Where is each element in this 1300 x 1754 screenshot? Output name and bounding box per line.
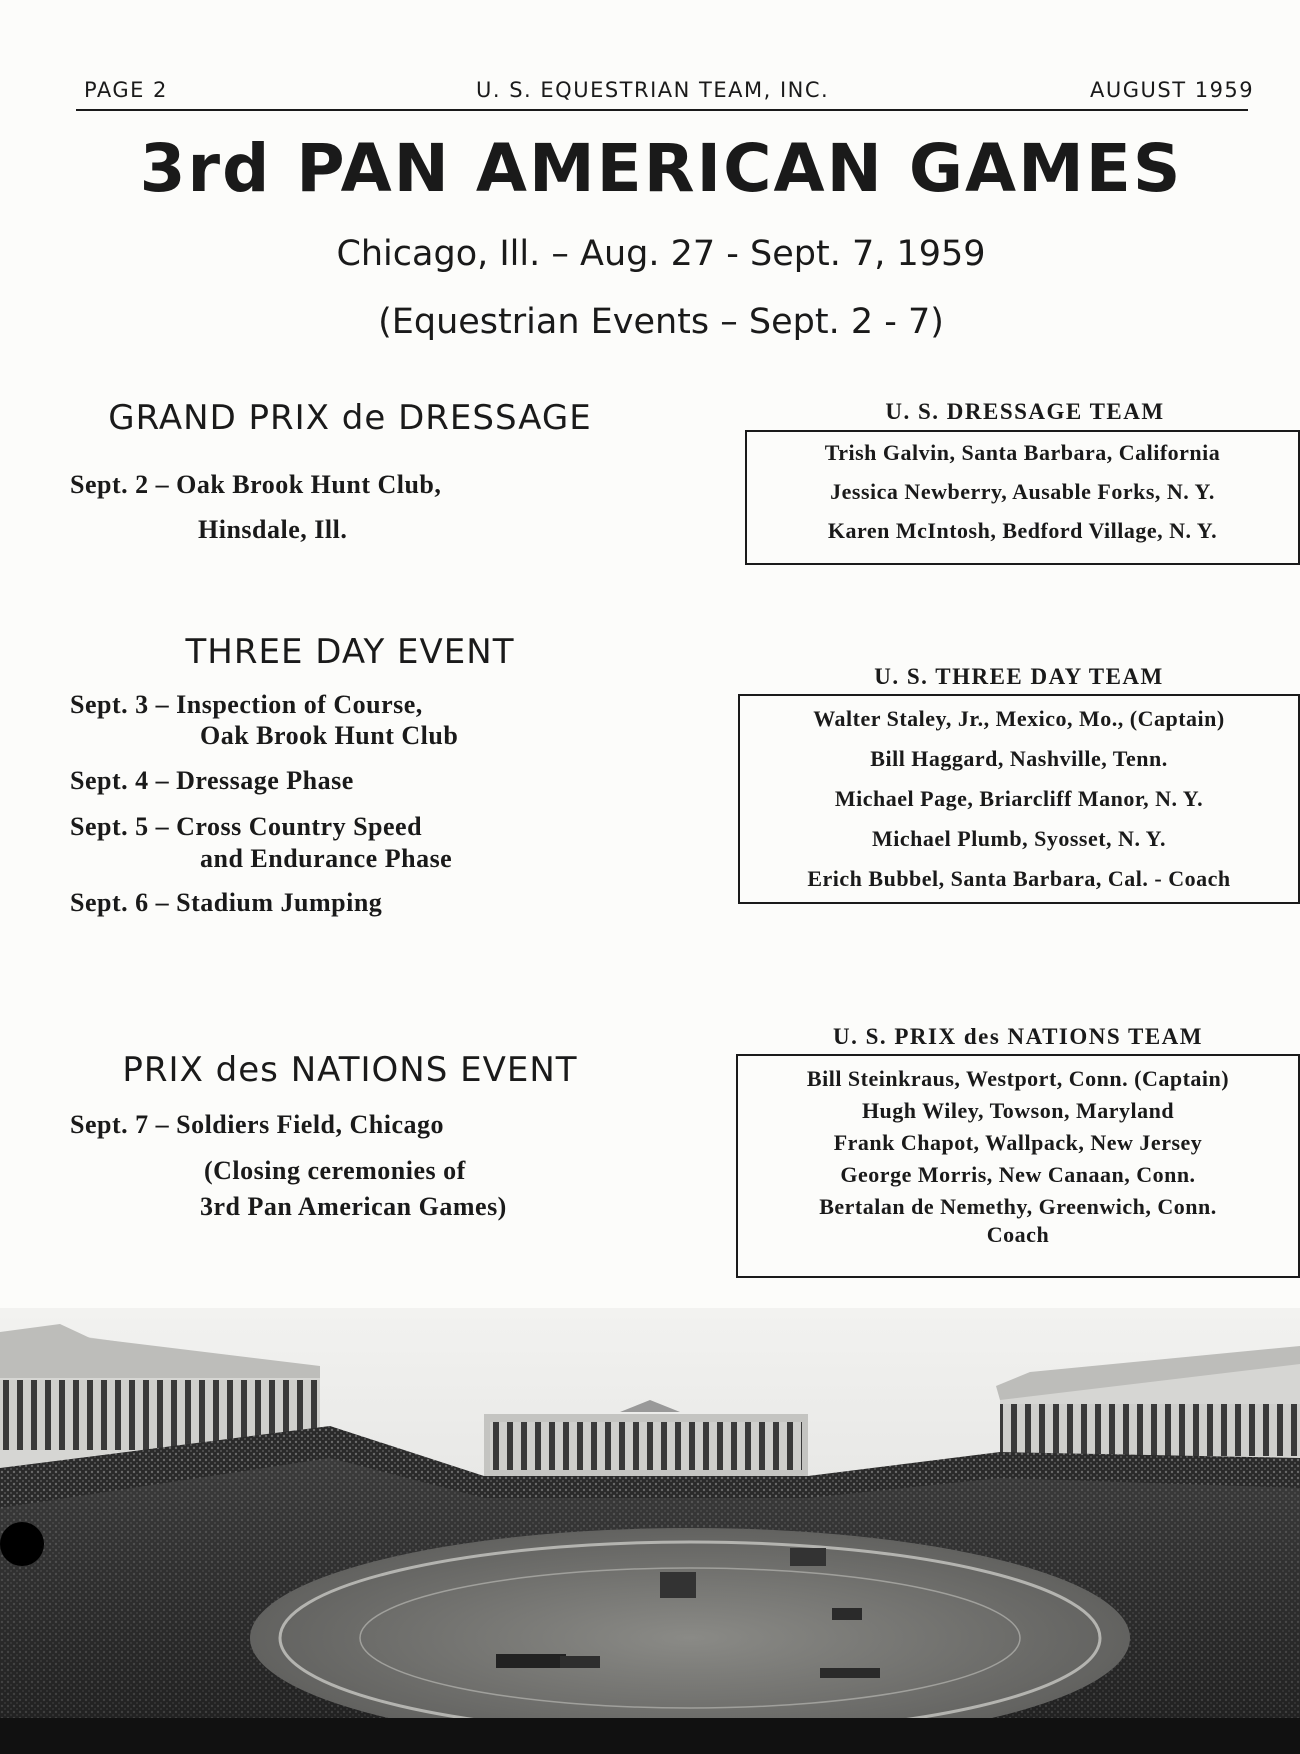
team-member: Bill Haggard, Nashville, Tenn. [870, 746, 1168, 771]
publisher-name: U. S. EQUESTRIAN TEAM, INC. [476, 78, 830, 102]
page-title: 3rd PAN AMERICAN GAMES [139, 130, 1183, 207]
team-member: Coach [986, 1222, 1050, 1247]
nations-schedule-line: (Closing ceremonies of [204, 1156, 466, 1185]
nations-team-heading: U. S. PRIX des NATIONS TEAM [832, 1024, 1203, 1049]
three-day-heading: THREE DAY EVENT [185, 632, 515, 672]
dressage-heading: GRAND PRIX de DRESSAGE [108, 398, 592, 438]
three-day-schedule-line: Sept. 5 – Cross Country Speed [70, 812, 423, 841]
dressage-schedule-line: Sept. 2 – Oak Brook Hunt Club, [70, 470, 442, 499]
three-day-schedule-line: and Endurance Phase [200, 844, 453, 873]
team-member: Frank Chapot, Wallpack, New Jersey [833, 1130, 1203, 1155]
nations-schedule-line: Sept. 7 – Soldiers Field, Chicago [70, 1110, 445, 1139]
nations-schedule-line: 3rd Pan American Games) [200, 1192, 507, 1221]
team-member: George Morris, New Canaan, Conn. [840, 1162, 1196, 1187]
team-member: Hugh Wiley, Towson, Maryland [861, 1098, 1175, 1123]
team-member: Michael Page, Briarcliff Manor, N. Y. [834, 786, 1204, 811]
page-number: PAGE 2 [84, 78, 168, 102]
three-day-team-box [738, 694, 1300, 904]
team-member: Michael Plumb, Syosset, N. Y. [872, 826, 1166, 851]
dressage-schedule-line: Hinsdale, Ill. [198, 515, 348, 544]
team-member: Walter Staley, Jr., Mexico, Mo., (Captain) [813, 706, 1225, 731]
three-day-schedule-line: Sept. 4 – Dressage Phase [70, 766, 354, 795]
header-rule [76, 109, 1248, 111]
three-day-schedule-line: Sept. 3 – Inspection of Course, [70, 690, 423, 719]
team-member: Karen McIntosh, Bedford Village, N. Y. [827, 518, 1218, 543]
three-day-schedule-line: Sept. 6 – Stadium Jumping [70, 888, 383, 917]
dressage-team-heading: U. S. DRESSAGE TEAM [885, 399, 1165, 424]
nations-team-box [736, 1054, 1300, 1278]
team-member: Bill Steinkraus, Westport, Conn. (Captain) [806, 1066, 1230, 1091]
team-member: Erich Bubbel, Santa Barbara, Cal. - Coach [807, 866, 1231, 891]
dressage-team-box [745, 430, 1300, 565]
games-dates: Chicago, Ill. – Aug. 27 - Sept. 7, 1959 [336, 234, 986, 274]
equestrian-dates: (Equestrian Events – Sept. 2 - 7) [378, 302, 944, 342]
team-member: Jessica Newberry, Ausable Forks, N. Y. [830, 479, 1215, 504]
team-member: Trish Galvin, Santa Barbara, California [824, 440, 1221, 465]
issue-date: AUGUST 1959 [1090, 78, 1255, 102]
soldier-field-photo [0, 1308, 1300, 1754]
three-day-team-heading: U. S. THREE DAY TEAM [874, 664, 1164, 689]
three-day-schedule-line: Oak Brook Hunt Club [200, 721, 459, 750]
nations-heading: PRIX des NATIONS EVENT [122, 1050, 578, 1090]
team-member: Bertalan de Nemethy, Greenwich, Conn. [819, 1194, 1217, 1219]
